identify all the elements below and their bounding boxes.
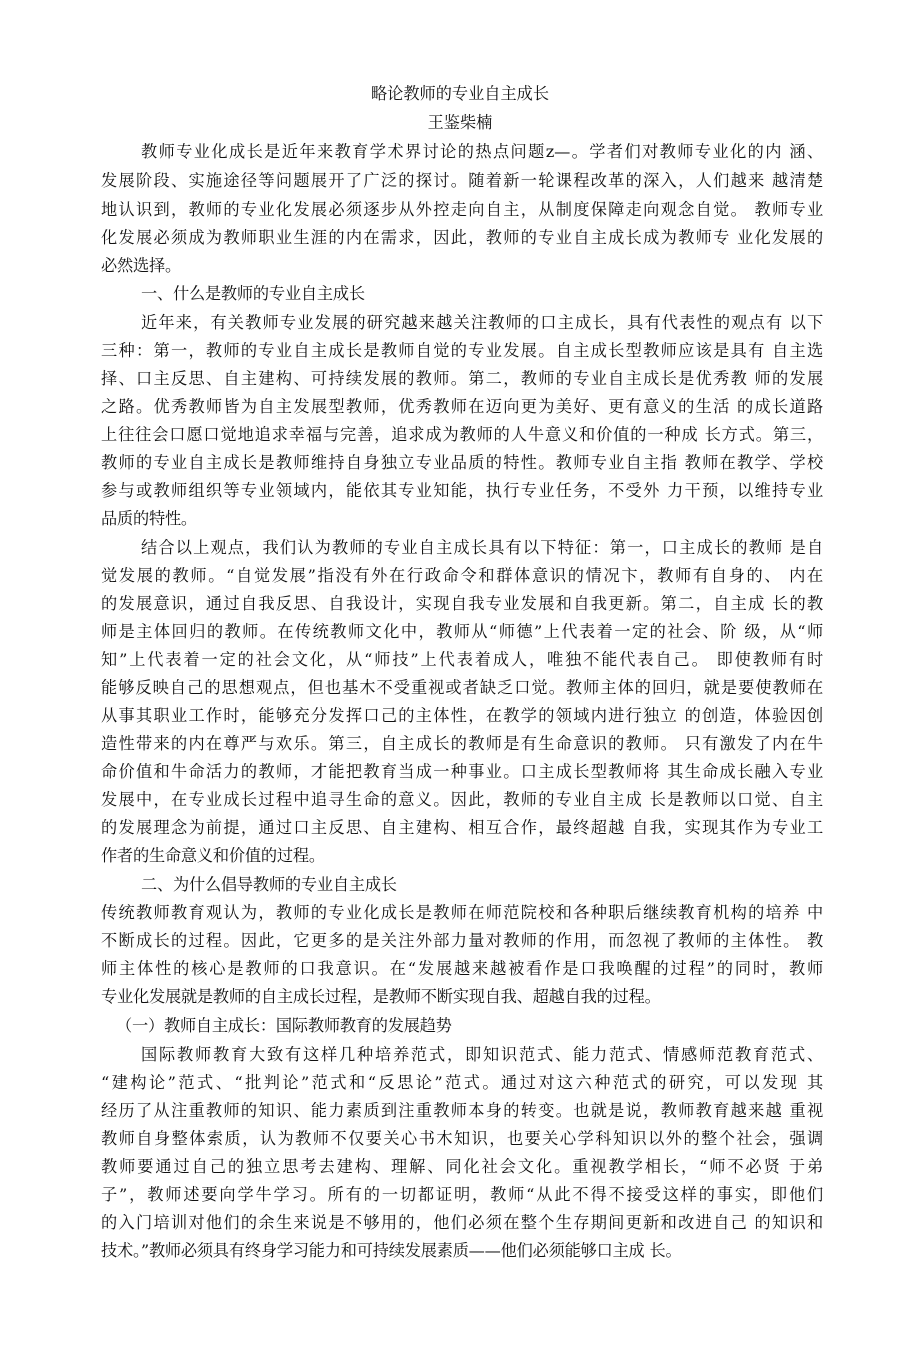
text-line: 结合以上观点，我们认为教师的专业自主成长具有以下特征：第一，口主成长的教师 是自 — [141, 538, 823, 557]
text-line: 三种：第一，教师的专业自主成长是教师自觉的专业发展。自主成长型教师应该是具有 自主选 — [101, 341, 823, 360]
text-line: 教师专业化成长是近年来教育学术界讨论的热点问题z—。学者们对教师专业化的内 涵、 — [141, 142, 823, 161]
text-line: 从事其职业工作时，能够充分发挥口己的主体性，在教学的领域内进行独立 的创造，体验因创 — [101, 706, 823, 725]
section-heading: 一、什么是教师的专业自主成长 — [141, 284, 365, 303]
document-author: 王鉴柴楠 — [427, 113, 493, 132]
text-line: 的入门培训对他们的余生来说是不够用的，他们必须在整个生存期间更新和改进自己 的知识和 — [101, 1213, 823, 1232]
text-line: 传统教师教育观认为，教师的专业化成长是教师在师范院校和各种职后继续教育机构的培养 中 — [101, 903, 823, 922]
document-title: 略论教师的专业自主成长 — [370, 84, 550, 103]
text-line: 教师的专业自主成长是教师维持自身独立专业品质的特性。教师专业自主指 教师在教学、学校 — [101, 453, 823, 472]
text-line: 师是主体回归的教师。在传统教师文化中，教师从“师德”上代表着一定的社会、阶 级，从“师 — [101, 622, 823, 641]
text-line: 教师要通过自己的独立思考去建构、理解、同化社会文化。重视教学相长，“师不必贤 于弟 — [101, 1157, 823, 1176]
text-line: 化发展必须成为教师职业生涯的内在需求，因此，教师的专业自主成长成为教师专 业化发展的 — [101, 228, 823, 247]
text-line: 地认识到，教师的专业化发展必须逐步从外控走向自主，从制度保障走向观念自觉。 教师专业 — [101, 200, 823, 219]
text-line: 品质的特性。 — [101, 509, 197, 528]
text-line: 不断成长的过程。因此，它更多的是关注外部力量对教师的作用，而忽视了教师的主体性。 教 — [101, 931, 823, 950]
text-line: “建构论”范式、“批判论”范式和“反思论”范式。通过对这六种范式的研究，可以发现 其 — [101, 1073, 823, 1092]
text-line: 师主体性的核心是教师的口我意识。在“发展越来越被看作是口我唤醒的过程”的同时，教师 — [101, 959, 823, 978]
text-line: 之路。优秀教师皆为自主发展型教师，优秀教师在迈向更为美好、更有意义的生活 的成长道路 — [101, 397, 823, 416]
text-line: 命价值和牛命活力的教师，才能把教育当成一种事业。口主成长型教师将 其生命成长融入专业 — [101, 762, 823, 781]
text-line: 必然选择。 — [101, 256, 181, 275]
subsection-heading: （一）教师自主成长：国际教师教育的发展趋势 — [116, 1016, 452, 1035]
text-line: 国际教师教育大致有这样几种培养范式，即知识范式、能力范式、情感师范教育范式、 — [141, 1045, 823, 1064]
text-line: 造性带来的内在尊严与欢乐。第三，自主成长的教师是有生命意识的教师。 只有激发了内在牛 — [101, 734, 823, 753]
text-line: 择、口主反思、自主建构、可持续发展的教师。第二，教师的专业自主成长是优秀教 师的发展 — [101, 369, 823, 388]
text-line: 子”，教师述要向学牛学习。所有的一切都证明，教师“从此不得不接受这样的事实，即他们 — [101, 1185, 823, 1204]
text-line: 发展阶段、实施途径等问题展开了广泛的探讨。随着新一轮课程改革的深入，人们越来 越清楚 — [101, 171, 823, 190]
text-line: 经历了从注重教师的知识、能力素质到注重教师本身的转变。也就是说，教师教育越来越 重视 — [101, 1101, 823, 1120]
text-line: 专业化发展就是教师的自主成长过程，是教师不断实现自我、超越自我的过程。 — [101, 987, 661, 1006]
text-line: 作者的生命意义和价值的过程。 — [101, 846, 325, 865]
text-line: 觉发展的教师。“自觉发展”指没有外在行政命令和群体意识的情况卞，教师有自身的、 内在 — [101, 566, 823, 585]
text-line: 上往往会口愿口觉地追求幸福与完善，追求成为教师的人牛意义和价值的一种成 长方式。第三， — [101, 425, 823, 444]
text-line: 知”上代表着一定的社会文化，从“师技”上代表着成人，唯独不能代表自己。 即使教师有时 — [101, 650, 823, 669]
text-line: 的发展意识，通过自我反思、自我设计，实现自我专业发展和自我更新。第二，自主成 长的教 — [101, 594, 823, 613]
text-line: 参与或教师组织等专业领域内，能依其专业知能，执行专业任务，不受外 力干预，以维持专业 — [101, 481, 823, 500]
section-heading: 二、为什么倡导教师的专业自主成长 — [141, 875, 397, 894]
text-line: 发展中，在专业成长过程中追寻生命的意义。因此，教师的专业自主成 长是教师以口觉、自主 — [101, 790, 823, 809]
text-line: 的发展理念为前提，通过口主反思、自主建构、相互合作，最终超越 自我，实现其作为专业工 — [101, 818, 823, 837]
text-line: 能够反映自己的思想观点，但也基木不受重视或者缺乏口觉。教师主体的回归，就是要使教师在 — [101, 678, 823, 697]
text-line: 教师自身整体索质，认为教师不仅要关心书木知识，也要关心学科知识以外的整个社会，强调 — [101, 1129, 823, 1148]
text-line: 技术。”教师必须具有终身学习能力和可持续发展素质——他们必须能够口主成 长。 — [101, 1241, 682, 1260]
text-line: 近年来，有关教师专业发展的研究越来越关注教师的口主成长，具有代表性的观点有 以下 — [141, 313, 823, 332]
